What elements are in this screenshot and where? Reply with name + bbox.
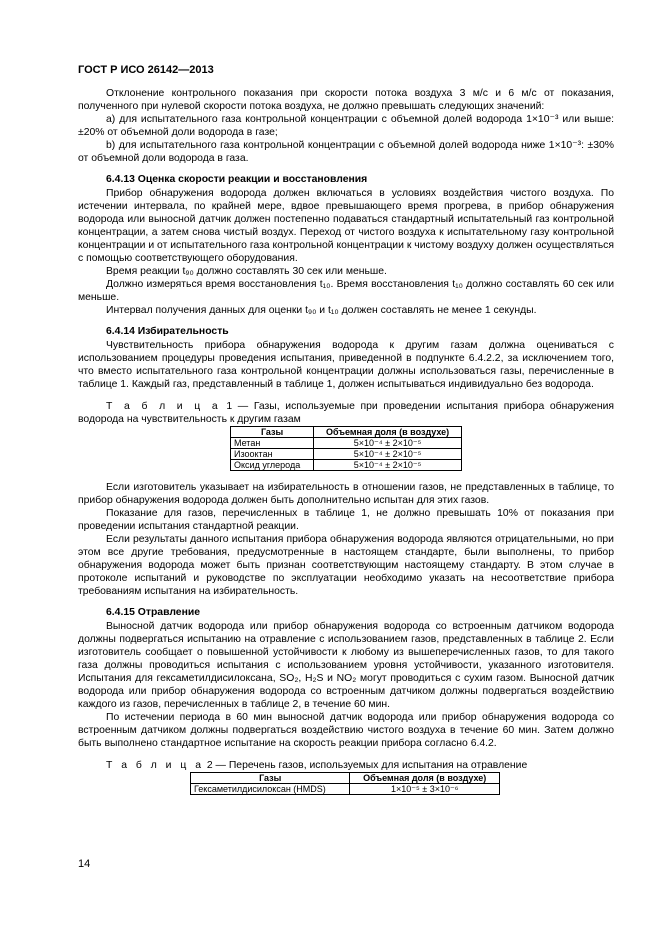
table-row [231, 460, 462, 471]
table-cell: 5×10⁻⁴ ± 2×10⁻⁵ [314, 438, 462, 449]
table-label: Т а б л и ц а [106, 760, 204, 771]
paragraph: Отклонение контрольного показания при скорости потока воздуха 3 м/с и 6 м/с от показания, полученного при нулевой скорости потока воздуха, не должно превышать следующих значений: [78, 88, 614, 112]
table-cell: Гексаметилдисилоксан (HMDS) [191, 784, 350, 795]
table-header-cell: Объемная доля (в воздухе) [314, 427, 462, 438]
paragraph: По истечении периода в 60 мин выносной датчик водорода или прибор обнаружения водорода со встроенным датчиком должны подвергаться воздействию чистого воздуха в течение 60 мин. Затем должно быть выполнено стандартное испытание на скорость реакции прибора согласно 6.4.2. [78, 712, 614, 749]
paragraph: Если результаты данного испытания прибора обнаружения водорода являются отрицательными, но при этом все другие требования, предусмотренные в настоящем стандарте, были выполнены, то прибор обнаружения водорода может быть признан соответствующим настоящему стандарту. В этом случае в протоколе испытаний и руководстве по эксплуатации необходимо указать на несоответствие прибора требованиям испытания на избирательность. [78, 534, 614, 597]
paragraph: Чувствительность прибора обнаружения водорода к другим газам должна оцениваться с использованием процедуры проведения испытания, приведенной в подпункте 6.4.2.2, за исключением того, что вместо испытательного газа контрольной концентрации должны использоваться газы, перечисленные в таблице 1. Каждый газ, представленный в таблице 1, должен испытываться индивидуально без водорода. [78, 340, 614, 390]
table-cell: 5×10⁻⁴ ± 2×10⁻⁵ [314, 449, 462, 460]
section-heading: 6.4.14 Избирательность [106, 326, 229, 337]
paragraph: Должно измеряться время восстановления t₁₀. Время восстановления t₁₀ должно составлять 60 сек или меньше. [78, 279, 614, 303]
table-header-row [231, 427, 462, 438]
gases-table [230, 426, 462, 471]
page-number: 14 [78, 858, 91, 870]
table-header-cell: Объемная доля (в воздухе) [350, 773, 500, 784]
paragraph: Интервал получения данных для оценки t₉₀ и t₁₀ должен составлять не менее 1 секунды. [106, 305, 537, 316]
table-label: Т а б л и ц а [106, 401, 221, 412]
section-heading: 6.4.13 Оценка скорости реакции и восстановления [106, 174, 368, 185]
page-body [78, 87, 614, 795]
table-cell: Оксид углерода [231, 460, 314, 471]
paragraph: b) для испытательного газа контрольной концентрации с объемной долей водорода ниже 1×10⁻³: ±30% от объемной доли водорода в газа. [78, 140, 614, 164]
table-cell: 5×10⁻⁴ ± 2×10⁻⁵ [314, 460, 462, 471]
paragraph: Выносной датчик водорода или прибор обнаружения водорода со встроенным датчиком водорода должны подвергаться испытанию на отравление с использованием газов, представленных в таблице 2. Если изготовитель сообщает о повышенной устойчивости к любому из вышеперечисленных газов, то для такого газа должны проводиться испытания с использованием уровня устойчивости, указанного изготовителя. Испытания для гексаметилдисилоксана, SO₂, H₂S и NO₂ могут проводиться с сухим газом. Выносной датчик водорода или прибор обнаружения водорода со встроенным датчиком должны подвергаться воздействию каждого из газов, перечисленных в таблице 2, в течение 60 мин. [78, 621, 614, 710]
paragraph: a) для испытательного газа контрольной концентрации с объемной долей водорода 1×10⁻³ или выше: ±20% от объемной доли водорода в газе; [78, 114, 614, 138]
table-header-cell: Газы [231, 427, 314, 438]
section-heading: 6.4.15 Отравление [106, 607, 201, 618]
paragraph: Время реакции t₉₀ должно составлять 30 сек или меньше. [106, 266, 387, 277]
table-header-row [191, 773, 500, 784]
paragraph: Если изготовитель указывает на избирательность в отношении газов, не представленных в таблице, то прибор обнаружения водорода должен быть дополнительно испытан для этих газов. [78, 482, 614, 506]
paragraph: Показание для газов, перечисленных в таблице 1, не должно превышать 10% от показания при проведении испытания стандартной реакции. [78, 508, 614, 532]
table-row [191, 784, 500, 795]
spacer [78, 471, 614, 481]
table-cell: Метан [231, 438, 314, 449]
table-caption [78, 400, 614, 426]
table-row [231, 438, 462, 449]
table-cell: 1×10⁻⁵ ± 3×10⁻⁶ [350, 784, 500, 795]
table-row [231, 449, 462, 460]
document-header: ГОСТ Р ИСО 26142—2013 [78, 64, 214, 76]
table-caption-text: 2 — Перечень газов, используемых для испытания на отравление [206, 760, 528, 771]
table-header-cell: Газы [191, 773, 350, 784]
table-caption [78, 759, 614, 772]
table-caption-text: 1 — Газы, используемые при проведении испытания прибора обнаружения водорода на чувствительность к другим газам [78, 401, 615, 425]
poisoning-table [190, 772, 500, 795]
table-cell: Изооктан [231, 449, 314, 460]
paragraph: Прибор обнаружения водорода должен включаться в условиях воздействия чистого воздуха. По истечении интервала, по крайней мере, вдвое превышающего время прогрева, в прибор обнаружения водорода или выносной датчик должен постепенно подаваться стандартный испытательный газ контрольной концентрации, а затем снова чистый воздух. Переход от чистого воздуха к испытательному газу контрольной концентрации и от испытательного газа контрольной концентрации к чистому воздуху должен осуществляться с помощью соответствующего оборудования. [78, 188, 614, 264]
